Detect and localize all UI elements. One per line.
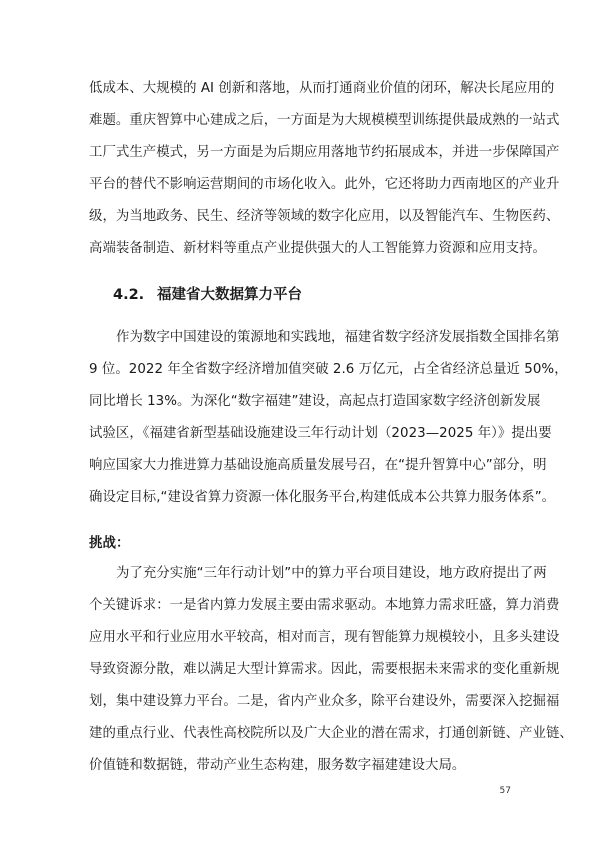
text-line: 同比增长 13%。为深化“数字福建”建设，高起点打造国家数字经济创新发展 (89, 394, 541, 409)
text-line: 9 位。2022 年全省数字经济增加值突破 2.6 万亿元，占全省经济总量近 50%， (89, 362, 568, 377)
text-line: 工厂式生产模式，另一方面是为后期应用落地节约拓展成本，并进一步保障国产 (89, 145, 560, 160)
text-line: 划，集中建设算力平台。二是，省内产业众多，除平台建设外，需要深入挖掘福 (89, 694, 560, 709)
challenge-label: 挑战： (89, 535, 130, 551)
text-line: 为了充分实施“三年行动计划”中的算力平台项目建设，地方政府提出了两 (116, 566, 547, 581)
text-line: 低成本、大规模的 AI 创新和落地，从而打通商业价值的闭环，解决长尾应用的 (89, 81, 555, 96)
text-line: 个关键诉求：一是省内算力发展主要由需求驱动。本地算力需求旺盛，算力消费 (89, 598, 560, 613)
text-line: 确设定目标,“建设省算力资源一体化服务平台,构建低成本公共算力服务体系”。 (89, 490, 556, 505)
text-line: 级，为当地政务、民生、经济等领域的数字化应用，以及智能汽车、生物医药、 (89, 209, 560, 224)
text-line: 作为数字中国建设的策源地和实践地，福建省数字经济发展指数全国排名第 (116, 330, 560, 345)
text-line: 响应国家大力推进算力基础设施高质量发展号召，在“提升智算中心”部分，明 (89, 458, 547, 473)
text-line: 应用水平和行业应用水平较高，相对而言，现有智能算力规模较小，且多头建设 (89, 630, 560, 645)
section-title: 福建省大数据算力平台 (157, 287, 302, 303)
text-line: 建的重点行业、代表性高校院所以及广大企业的潜在需求，打通创新链、产业链、 (89, 726, 573, 741)
section-number: 4.2. (113, 287, 145, 303)
text-line: 高端装备制造、新材料等重点产业提供强大的人工智能算力资源和应用支持。 (89, 241, 546, 256)
section-heading (113, 283, 302, 304)
text-line: 难题。重庆智算中心建成之后，一方面是为大规模模型训练提供最成熟的一站式 (89, 113, 560, 128)
page-number: 57 (499, 786, 511, 796)
text-line: 试验区，《福建省新型基础设施建设三年行动计划（2023—2025 年）》提出要 (89, 426, 552, 441)
text-line: 价值链和数据链，带动产业生态构建，服务数字福建建设大局。 (89, 758, 466, 773)
text-line: 平台的替代不影响运营期间的市场化收入。此外，它还将助力西南地区的产业升 (89, 177, 560, 192)
text-line: 导致资源分散，难以满足大型计算需求。因此，需要根据未来需求的变化重新规 (89, 662, 560, 677)
